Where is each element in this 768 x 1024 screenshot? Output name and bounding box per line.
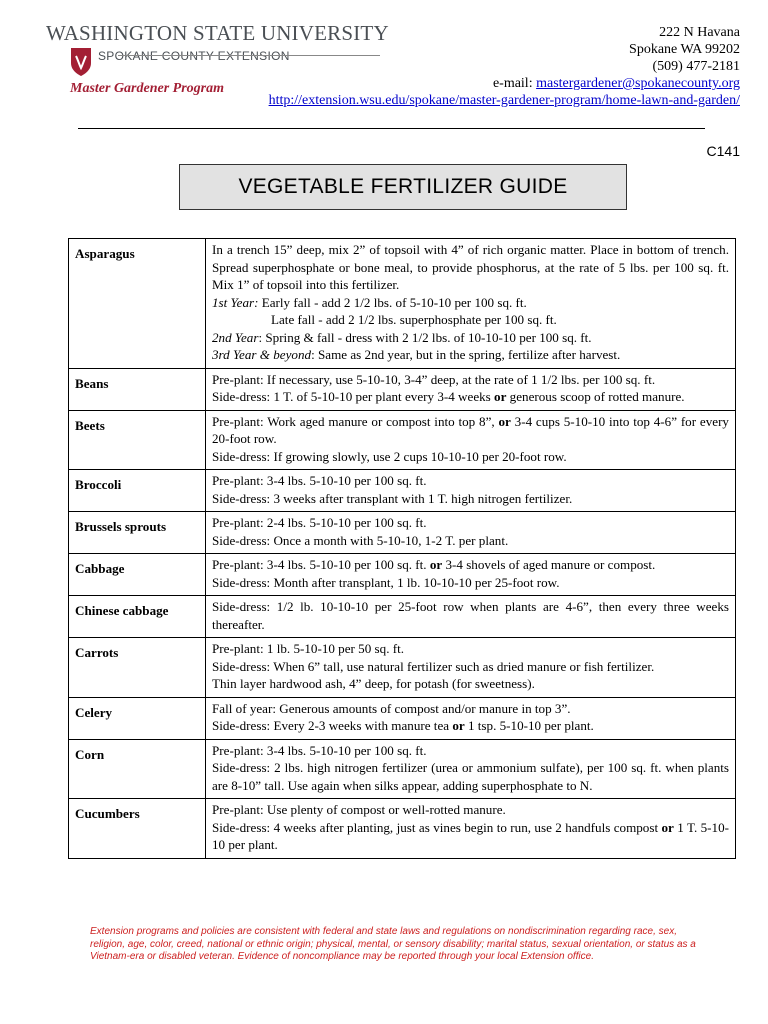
vegetable-name: Celery	[69, 697, 206, 739]
fertilizer-instructions	[206, 470, 736, 512]
university-name: WASHINGTON STATE UNIVERSITY	[46, 21, 389, 45]
table-row	[69, 739, 736, 799]
instruction-line	[212, 346, 729, 364]
instruction-line	[212, 532, 729, 550]
website-link[interactable]: http://extension.wsu.edu/spokane/master-gardener-program/home-lawn-and-garden/	[268, 93, 740, 108]
instruction-text: Pre-plant: 3-4 lbs. 5-10-10 per 100 sq. ft.	[212, 742, 427, 758]
table-row	[69, 596, 736, 638]
instruction-text: : Same as 2nd year, but in the spring, fertilize after harvest.	[311, 347, 621, 362]
instruction-text: Side-dress: 1 T. of 5-10-10 per plant every 3-4 weeks	[212, 389, 495, 404]
vegetable-name: Asparagus	[69, 239, 206, 369]
instruction-text: Pre-plant: 3-4 lbs. 5-10-10 per 100 sq. ft.	[212, 473, 427, 488]
table-row	[69, 239, 736, 369]
instruction-line	[212, 329, 729, 347]
fertilizer-instructions	[206, 554, 736, 596]
fertilizer-table-body	[69, 239, 736, 859]
document-title: VEGETABLE FERTILIZER GUIDE	[179, 164, 627, 210]
table-row	[69, 512, 736, 554]
email-line	[269, 75, 740, 92]
fertilizer-instructions	[206, 410, 736, 470]
instruction-line	[212, 658, 729, 676]
instruction-text: Side-dress: Every 2-3 weeks with manure tea	[212, 718, 453, 733]
instruction-text: Side-dress: 1/2 lb. 10-10-10 per 25-foot row when plants are 4-6”, then every three weeks thereafter.	[212, 599, 729, 632]
instruction-line	[212, 472, 729, 490]
instruction-text: Late fall - add 2 1/2 lbs. superphosphate per 100 sq. ft.	[271, 312, 557, 327]
fertilizer-instructions	[206, 638, 736, 698]
table-row	[69, 697, 736, 739]
program-name: Master Gardener Program	[70, 81, 225, 96]
vegetable-name: Chinese cabbage	[69, 596, 206, 638]
fertilizer-instructions	[206, 368, 736, 410]
instruction-line	[212, 388, 729, 406]
emphasis-or: or	[429, 557, 443, 572]
fertilizer-table	[68, 238, 736, 859]
instruction-text: Side-dress: Month after transplant, 1 lb. 10-10-10 per 25-foot row.	[212, 574, 560, 590]
instruction-line	[212, 311, 729, 329]
table-row	[69, 470, 736, 512]
instruction-line	[212, 717, 729, 735]
instruction-line	[212, 598, 729, 633]
instruction-text: Fall of year: Generous amounts of compost and/or manure in top 3”.	[212, 700, 571, 716]
instruction-text: Early fall - add 2 1/2 lbs. of 5-10-10 per 100 sq. ft.	[258, 294, 527, 310]
fertilizer-instructions	[206, 739, 736, 799]
url-line	[269, 92, 740, 109]
instruction-text: Side-dress: If growing slowly, use 2 cups 10-10-10 per 20-foot row.	[212, 448, 567, 464]
instruction-line	[212, 371, 729, 389]
table-row	[69, 410, 736, 470]
instruction-line	[212, 490, 729, 508]
instruction-text: Side-dress: When 6” tall, use natural fertilizer such as dried manure or fish fertilizer.	[212, 658, 655, 674]
emphasis-or: or	[498, 413, 511, 429]
instruction-line	[212, 514, 729, 532]
table-row	[69, 368, 736, 410]
table-row	[69, 799, 736, 859]
address-line-1: 222 N Havana	[659, 25, 740, 40]
vegetable-name: Broccoli	[69, 470, 206, 512]
fertilizer-instructions	[206, 512, 736, 554]
header-divider	[78, 128, 705, 129]
instruction-line	[212, 819, 729, 854]
emphasis-or: or	[661, 819, 674, 835]
instruction-text: Pre-plant: 2-4 lbs. 5-10-10 per 100 sq. ft.	[212, 515, 427, 530]
instruction-text: Pre-plant: If necessary, use 5-10-10, 3-4” deep, at the rate of 1 1/2 lbs. per 100 sq. ft.	[212, 371, 656, 387]
instruction-text: Side-dress: 3 weeks after transplant with 1 T. high nitrogen fertilizer.	[212, 490, 573, 506]
table-row	[69, 638, 736, 698]
instruction-line	[212, 742, 729, 760]
instruction-line	[212, 413, 729, 448]
fertilizer-instructions	[206, 239, 736, 369]
vegetable-name: Beets	[69, 410, 206, 470]
contact-block	[269, 24, 740, 109]
instruction-text: : Spring & fall - dress with 2 1/2 lbs. of 10-10-10 per 100 sq. ft.	[258, 329, 592, 345]
emphasis-or: or	[494, 389, 507, 404]
nondiscrimination-statement: Extension programs and policies are consistent with federal and state laws and regulations on nondiscrimination regarding race, sex, religion, age, color, creed, national or ethnic origin; physical, mental, or sensory disability; marital status, sexual orientation, or status as a Vietnam-era or disabled veteran. Evidence of noncompliance may be reported through your local Extension office.	[90, 926, 696, 962]
document-code: C141	[706, 143, 740, 159]
instruction-text: Thin layer hardwood ash, 4” deep, for potash (for sweetness).	[212, 676, 535, 691]
instruction-text: 1 tsp. 5-10-10 per plant.	[464, 718, 594, 733]
instruction-line	[212, 700, 729, 718]
instruction-line	[212, 556, 729, 574]
table-row	[69, 554, 736, 596]
year-label: 3rd Year & beyond	[212, 347, 312, 362]
wsu-shield-icon	[70, 47, 92, 77]
instruction-line	[212, 241, 729, 294]
instruction-text: 3-4 cups 5-10-10 into top 4-6” for every 20-foot row.	[212, 413, 729, 446]
vegetable-name: Carrots	[69, 638, 206, 698]
phone-number: (509) 477-2181	[652, 59, 740, 74]
fertilizer-instructions	[206, 697, 736, 739]
vegetable-name: Corn	[69, 739, 206, 799]
instruction-text: 1 T. 5-10-10 per plant.	[212, 819, 729, 852]
fertilizer-instructions	[206, 596, 736, 638]
instruction-text: Side-dress: Once a month with 5-10-10, 1-2 T. per plant.	[212, 532, 509, 548]
instruction-line	[212, 574, 729, 592]
email-link[interactable]: mastergardener@spokanecounty.org	[536, 76, 740, 91]
instruction-text: Pre-plant: 3-4 lbs. 5-10-10 per 100 sq. ft.	[212, 557, 430, 572]
year-label: 2nd Year	[212, 329, 259, 345]
year-label: 1st Year:	[212, 294, 259, 310]
emphasis-or: or	[452, 718, 465, 733]
instruction-line	[212, 801, 729, 819]
instruction-line	[212, 640, 729, 658]
instruction-text: Pre-plant: 1 lb. 5-10-10 per 50 sq. ft.	[212, 641, 405, 656]
instruction-text: generous scoop of rotted manure.	[506, 389, 685, 404]
instruction-text: In a trench 15” deep, mix 2” of topsoil with 4” of rich organic matter. Place in bottom of trench. Spread superphosphate or bone meal, to provide phosphorus, at the rate of 5 lbs. per 100 sq. ft. Mix 1” of topsoil into this fertilizer.	[212, 242, 729, 292]
vegetable-name: Beans	[69, 368, 206, 410]
instruction-text: Side-dress: 2 lbs. high nitrogen fertilizer (urea or ammonium sulfate), per 100 sq. ft. when plants are 8-10” tall. Use again when silks appear, adding superphosphate to N.	[212, 760, 729, 793]
instruction-text: Pre-plant: Work aged manure or compost into top 8”,	[212, 413, 499, 429]
vegetable-name: Cucumbers	[69, 799, 206, 859]
instruction-line	[212, 675, 729, 693]
instruction-line	[212, 448, 729, 466]
address-line-2: Spokane WA 99202	[629, 42, 740, 57]
vegetable-name: Brussels sprouts	[69, 512, 206, 554]
instruction-line	[212, 759, 729, 794]
instruction-line	[212, 294, 729, 312]
instruction-text: Pre-plant: Use plenty of compost or well-rotted manure.	[212, 802, 506, 817]
vegetable-name: Cabbage	[69, 554, 206, 596]
extension-name: SPOKANE COUNTY EXTENSION	[98, 49, 290, 63]
instruction-text: Side-dress: 4 weeks after planting, just as vines begin to run, use 2 handfuls compost	[212, 819, 662, 835]
instruction-text: 3-4 shovels of aged manure or compost.	[442, 557, 656, 572]
email-label: e-mail:	[492, 76, 537, 91]
fertilizer-instructions	[206, 799, 736, 859]
